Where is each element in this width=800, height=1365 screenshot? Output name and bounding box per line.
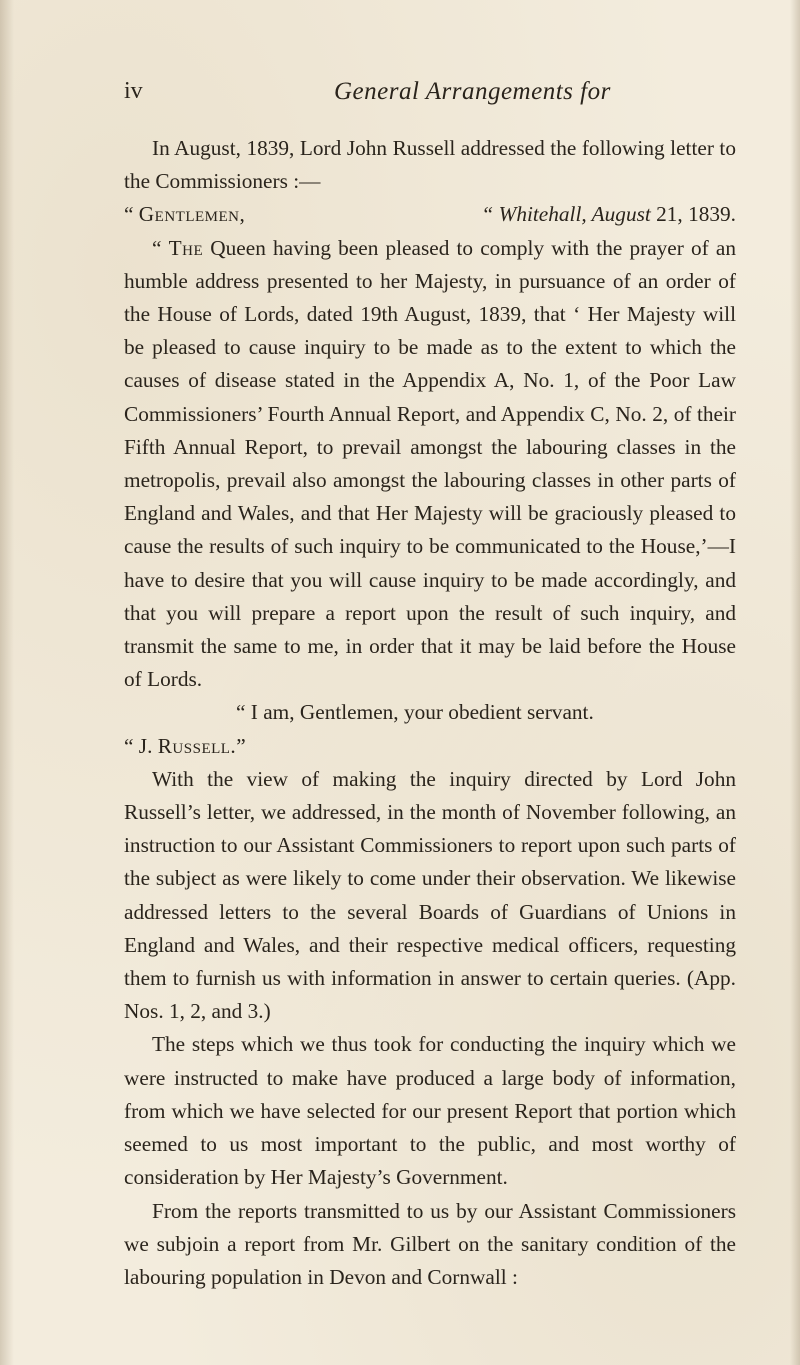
letter-heading [124, 198, 736, 231]
page-number: iv [124, 78, 143, 104]
letter-signoff: “ I am, Gentlemen, your obedient servant. [236, 700, 594, 725]
paragraph-reports: From the reports transmitted to us by our Assistant Commissioners we subjoin a report from Mr. Gilbert on the sanitary condition of the labouring population in Devon and Cornwall : [124, 1198, 736, 1289]
paragraph-inquiry: With the view of making the inquiry directed by Lord John Russell’s letter, we addressed, in the month of November following, an instruction to our Assistant Commissioners to report upon such parts of the subject as were likely to come under their observation. We likewise addressed letters to the several Boards of Guardians of Unions in England and Wales, and their respective medical officers, requesting them to furnish us with information in answer to certain queries. (App. Nos. 1, 2, and 3.) [124, 766, 736, 1024]
dateline: “ Whitehall, August 21, 1839. [481, 202, 736, 227]
paragraph-intro: In August, 1839, Lord John Russell addressed the following letter to the Commissioners :— [124, 136, 736, 194]
page-left-shadow [0, 0, 14, 1365]
salutation: “ Gentlemen, [124, 202, 246, 227]
page-header [124, 78, 724, 112]
page-right-shadow [790, 0, 800, 1365]
letter-signature: “ J. Russell.” [124, 733, 246, 758]
paragraph-steps: The steps which we thus took for conducting the inquiry which we were instructed to make have produced a large body of information, from which we have selected for our present Report that portion which seemed to us most important to the public, and most worthy of consideration by Her Majesty’s Government. [124, 1032, 736, 1190]
running-head: General Arrangements for [334, 78, 611, 105]
letter-body: “ The Queen having been pleased to comply with the prayer of an humble address presented to her Majesty, in pursuance of an order of the House of Lords, dated 19th August, 1839, that ‘ Her Majesty will be pleased to cause inquiry to be made as to the extent to which the causes of disease stated in the Appendix A, No. 1, of the Poor Law Commissioners’ Fourth Annual Report, and Appendix C, No. 2, of their Fifth Annual Report, to prevail amongst the labouring classes in the metropolis, prevail also amongst the labouring classes in other parts of England and Wales, and that Her Majesty will be graciously pleased to cause the results of such inquiry to be communicated to the House,’—I have to desire that you will cause inquiry to be made accordingly, and that you will prepare a report upon the result of such inquiry, and transmit the same to me, in order that it may be laid before the House of Lords. [124, 235, 736, 692]
body-text [124, 132, 736, 1294]
